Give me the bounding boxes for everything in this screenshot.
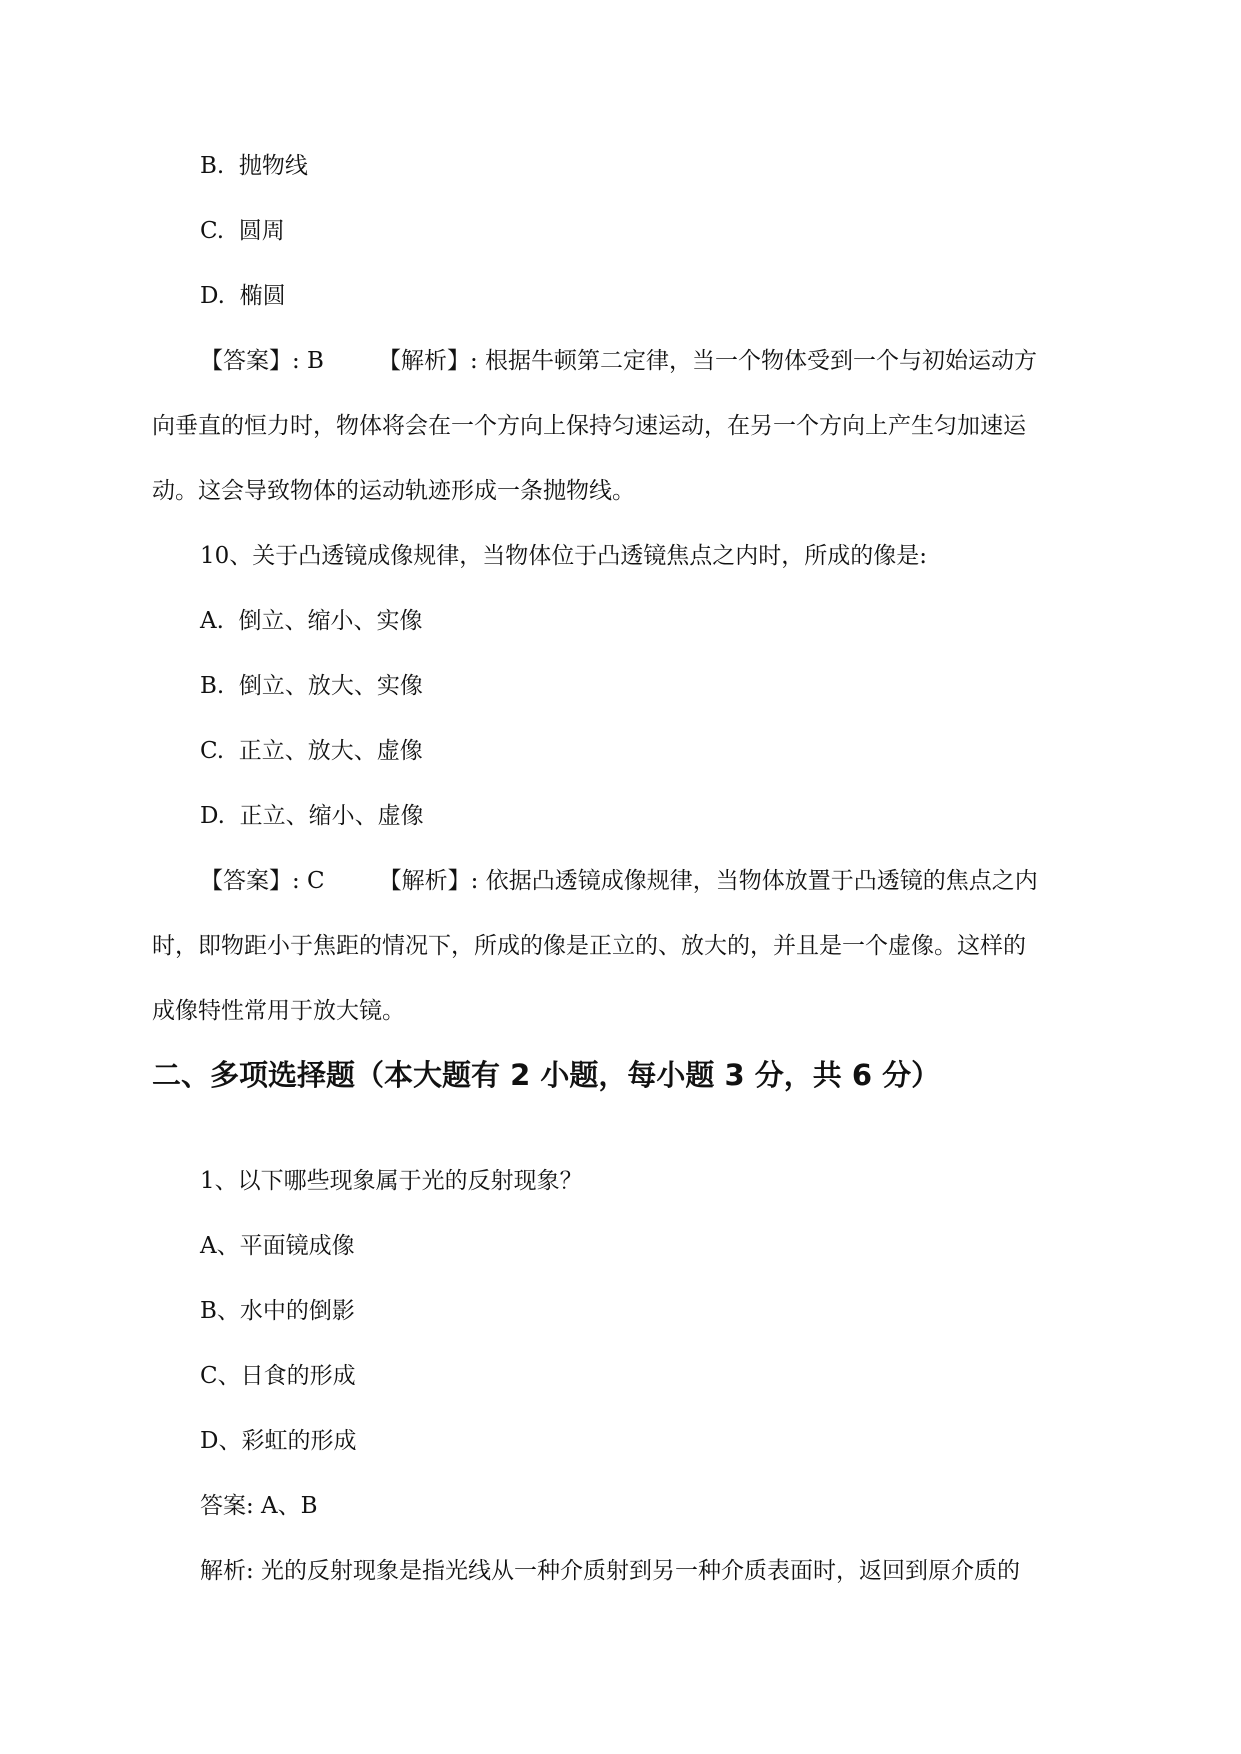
s2-q1-answer: 答案: A、B <box>200 1493 318 1519</box>
option-label: C. <box>200 218 225 244</box>
option-label: C. <box>200 738 225 764</box>
section-heading: 二、多项选择题（本大题有 2 小题，每小题 3 分，共 6 分） <box>152 1058 941 1092</box>
option-text: 正立、放大、虚像 <box>238 738 423 764</box>
q10-answer-line <box>200 865 1038 897</box>
q9-analysis-line-2: 向垂直的恒力时，物体将会在一个方向上保持匀速运动，在另一个方向上产生匀加速运 <box>152 413 1026 439</box>
q10-option-d <box>200 800 424 832</box>
option-text: 抛物线 <box>238 153 308 179</box>
option-label: D. <box>200 803 225 829</box>
option-text: 倒立、缩小、实像 <box>238 608 423 634</box>
answer-tag: 【答案】 <box>200 868 292 894</box>
q9-option-d <box>200 280 286 312</box>
s2-q1-stem: 1、以下哪些现象属于光的反射现象？ <box>200 1168 583 1194</box>
analysis-tag: 【解析】 <box>377 348 470 374</box>
analysis-tag: 【解析】 <box>378 868 471 894</box>
s2-q1-option-a: A、平面镜成像 <box>200 1233 355 1259</box>
option-text: 正立、缩小、虚像 <box>239 803 424 829</box>
s2-q1-analysis: 解析: 光的反射现象是指光线从一种介质射到另一种介质表面时，返回到原介质的 <box>200 1558 1021 1584</box>
option-text: 圆周 <box>238 218 285 244</box>
answer-value: : C <box>292 868 325 894</box>
analysis-text: : 依据凸透镜成像规律，当物体放置于凸透镜的焦点之内 <box>470 868 1038 894</box>
analysis-text: : 根据牛顿第二定律，当一个物体受到一个与初始运动方 <box>469 348 1038 374</box>
answer-value: : B <box>292 348 324 374</box>
option-text: 椭圆 <box>239 283 286 309</box>
s2-q1-option-b: B、水中的倒影 <box>200 1298 355 1324</box>
q10-analysis-line-2: 时，即物距小于焦距的情况下，所成的像是正立的、放大的，并且是一个虚像。这样的 <box>152 933 1026 959</box>
s2-q1-option-d: D、彩虹的形成 <box>200 1428 357 1454</box>
option-label: B. <box>200 673 225 699</box>
q9-answer-line <box>200 345 1037 377</box>
s2-q1-option-c: C、日食的形成 <box>200 1363 356 1389</box>
q10-stem: 10、关于凸透镜成像规律，当物体位于凸透镜焦点之内时，所成的像是: <box>200 543 928 569</box>
q10-option-c <box>200 735 423 767</box>
option-label: B. <box>200 153 225 179</box>
q9-option-c <box>200 215 285 247</box>
option-label: A. <box>200 608 224 634</box>
q10-option-a <box>200 605 423 637</box>
q10-analysis-line-3: 成像特性常用于放大镜。 <box>152 998 405 1024</box>
q10-option-b <box>200 670 423 702</box>
option-text: 倒立、放大、实像 <box>238 673 423 699</box>
option-label: D. <box>200 283 225 309</box>
q9-analysis-line-3: 动。这会导致物体的运动轨迹形成一条抛物线。 <box>152 478 635 504</box>
q9-option-b <box>200 150 308 182</box>
answer-tag: 【答案】 <box>200 348 292 374</box>
